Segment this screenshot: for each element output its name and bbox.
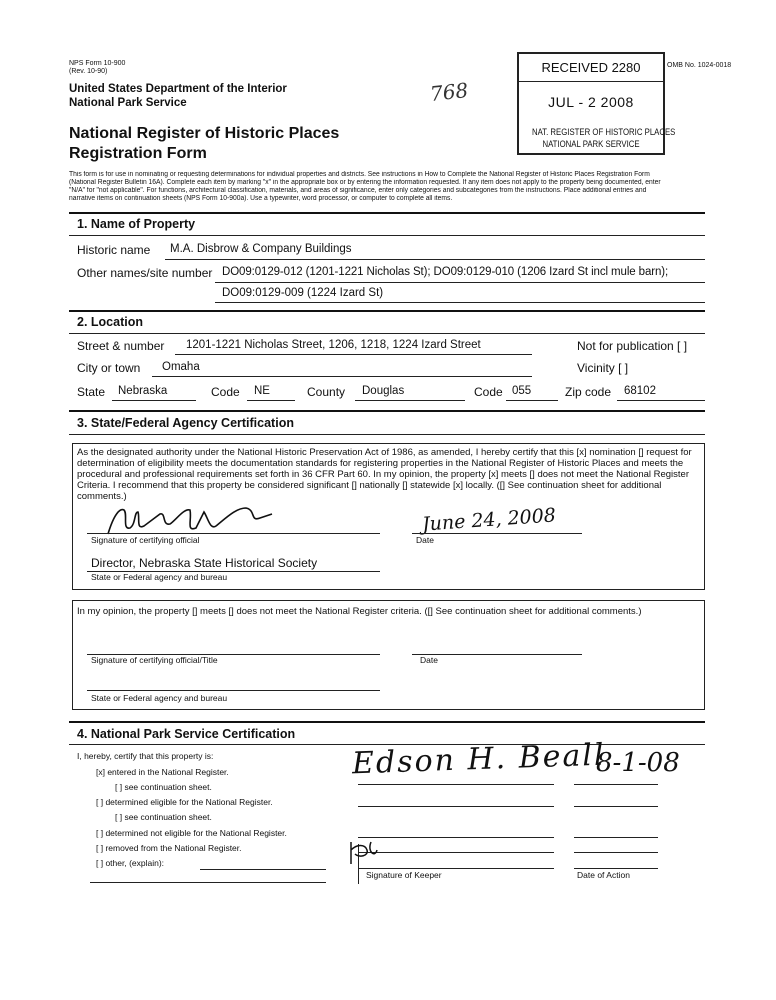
instructions-line-1: This form is for use in nominating or requesting determinations for individual properties and districts. See instructions in How to Complete the National Register of Historic Places Registration Form bbox=[69, 171, 650, 178]
action-line-2 bbox=[574, 806, 658, 807]
signature-line bbox=[87, 533, 380, 534]
status-other[interactable]: [ ] other, (explain): bbox=[96, 858, 165, 868]
section-3-rule bbox=[69, 410, 705, 412]
keeper-label: Signature of Keeper bbox=[366, 870, 442, 880]
form-subtitle: Registration Form bbox=[69, 145, 207, 162]
action-line-5 bbox=[574, 868, 658, 869]
other-explain-line bbox=[200, 869, 326, 870]
certification-line-5: comments.) bbox=[77, 491, 127, 502]
instructions-line-4: narrative items on continuation sheets (NPS Form 10-900a). Use a typewriter, word processor, or computer to complete all items. bbox=[69, 195, 453, 202]
street-value[interactable]: 1201-1221 Nicholas Street, 1206, 1218, 1224 Izard Street bbox=[186, 339, 481, 351]
not-for-publication[interactable]: Not for publication [ ] bbox=[577, 339, 688, 353]
section-2-heading: 2. Location bbox=[77, 315, 143, 329]
agency-2-label: State or Federal agency and bureau bbox=[91, 693, 228, 703]
section-1-rule bbox=[69, 212, 705, 214]
section-2-rule bbox=[69, 310, 705, 312]
initials-mark bbox=[345, 838, 379, 868]
county-code-value[interactable]: 055 bbox=[512, 385, 532, 397]
status-entered[interactable]: [x] entered in the National Register. bbox=[96, 767, 229, 777]
other-explain-line-2 bbox=[90, 882, 326, 883]
historic-name-value[interactable]: M.A. Disbrow & Company Buildings bbox=[170, 243, 352, 255]
city-value[interactable]: Omaha bbox=[162, 361, 200, 373]
keeper-line-1 bbox=[358, 784, 554, 785]
certification-line-2: determination of eligibility meets the documentation standards for registering properties in the National Register of Historic Places and meets the bbox=[77, 458, 684, 469]
instructions-line-2: (National Register Bulletin 16A). Complete each item by marking "x" in the appropriate box or by entering the information requested. If any item does not apply to the property being documented, enter bbox=[69, 179, 661, 186]
section-3-heading: 3. State/Federal Agency Certification bbox=[77, 416, 294, 430]
stamp-line-1: NAT. REGISTER OF HISTORIC PLACES bbox=[531, 127, 676, 138]
action-line-1 bbox=[574, 784, 658, 785]
section-1-heading: 1. Name of Property bbox=[77, 217, 196, 231]
date-2-label: Date bbox=[420, 655, 438, 665]
county-label: County bbox=[307, 385, 346, 399]
status-entered-continuation[interactable]: [ ] see continuation sheet. bbox=[115, 782, 212, 792]
county-code-label: Code bbox=[474, 385, 503, 399]
keeper-line-3 bbox=[358, 837, 554, 838]
zip-label: Zip code bbox=[565, 385, 612, 399]
form-revision: (Rev. 10-90) bbox=[69, 68, 108, 75]
zip-value[interactable]: 68102 bbox=[624, 385, 656, 397]
street-label: Street & number bbox=[77, 339, 165, 353]
section-2-under bbox=[69, 333, 705, 334]
other-names-line-2 bbox=[215, 302, 705, 303]
certifying-official-signature bbox=[100, 500, 280, 540]
signature-label: Signature of certifying official bbox=[91, 535, 200, 545]
agency-label: State or Federal agency and bureau bbox=[91, 572, 228, 582]
section-4-rule bbox=[69, 721, 705, 723]
street-line bbox=[175, 354, 532, 355]
status-eligible[interactable]: [ ] determined eligible for the National Register. bbox=[96, 797, 273, 807]
certification-line-1: As the designated authority under the National Historic Preservation Act of 1986, as amended, I hereby certify that this [x] nomination [] request for bbox=[77, 447, 692, 458]
other-names-line-1 bbox=[215, 282, 705, 283]
certification-date-handwritten: June 24, 2008 bbox=[421, 504, 557, 536]
action-date-label: Date of Action bbox=[577, 870, 630, 880]
certification-line-3: procedural and professional requirements set forth in 36 CFR Part 60. In my opinion, the property [x] meets [] does not meet the National Register bbox=[77, 469, 690, 480]
form-title: National Register of Historic Places bbox=[69, 125, 340, 142]
status-not-eligible[interactable]: [ ] determined not eligible for the National Register. bbox=[96, 828, 287, 838]
form-number: NPS Form 10-900 bbox=[69, 60, 126, 67]
county-line bbox=[355, 400, 465, 401]
received-stamp bbox=[517, 52, 676, 155]
nps-intro: I, hereby, certify that this property is: bbox=[77, 751, 214, 761]
vicinity[interactable]: Vicinity [ ] bbox=[577, 361, 629, 375]
status-removed[interactable]: [ ] removed from the National Register. bbox=[96, 843, 242, 853]
zip-line bbox=[617, 400, 705, 401]
agency-2-line bbox=[87, 690, 380, 691]
other-names-label: Other names/site number bbox=[77, 266, 213, 280]
other-names-value-1[interactable]: DO09:0129-012 (1201-1221 Nicholas St); DO09:0129-010 (1206 Izard St incl mule barn); bbox=[222, 266, 669, 278]
keeper-line-4 bbox=[358, 852, 554, 853]
section-1-under bbox=[69, 235, 705, 236]
keeper-signature-handwritten: Edson H. Beall bbox=[351, 737, 607, 782]
keeper-line-5 bbox=[358, 868, 554, 869]
stamp-date: JUL - 2 2008 bbox=[548, 94, 634, 110]
stamp-received: RECEIVED 2280 bbox=[541, 60, 641, 75]
historic-name-line bbox=[165, 259, 705, 260]
date-label: Date bbox=[416, 535, 434, 545]
date-line bbox=[412, 533, 582, 534]
county-value[interactable]: Douglas bbox=[362, 385, 405, 397]
state-code-label: Code bbox=[211, 385, 240, 399]
instructions-line-3: "N/A" for "not applicable". For functions, architectural classification, materials, and areas of significance, enter only categories and subcategories from the instructions. Place additional entries and bbox=[69, 187, 647, 194]
other-names-value-2[interactable]: DO09:0129-009 (1224 Izard St) bbox=[222, 287, 384, 299]
city-label: City or town bbox=[77, 361, 141, 375]
action-line-4 bbox=[574, 852, 658, 853]
county-code-line bbox=[506, 400, 558, 401]
state-code-line bbox=[247, 400, 295, 401]
omb-number: OMB No. 1024-0018 bbox=[667, 62, 732, 69]
city-line bbox=[152, 376, 532, 377]
action-line-3 bbox=[574, 837, 658, 838]
status-eligible-continuation[interactable]: [ ] see continuation sheet. bbox=[115, 812, 212, 822]
opinion-text: In my opinion, the property [] meets [] does not meet the National Register criteria. ([] See continuation sheet for additional comments.) bbox=[77, 606, 642, 617]
section-4-heading: 4. National Park Service Certification bbox=[77, 727, 296, 741]
state-label: State bbox=[77, 385, 106, 399]
historic-name-label: Historic name bbox=[77, 243, 151, 257]
service-name: National Park Service bbox=[69, 97, 187, 109]
state-line bbox=[112, 400, 196, 401]
keeper-line-2 bbox=[358, 806, 554, 807]
department-name: United States Department of the Interior bbox=[69, 83, 287, 95]
state-code-value[interactable]: NE bbox=[254, 385, 270, 397]
section-3-under bbox=[69, 434, 705, 435]
signature-2-label: Signature of certifying official/Title bbox=[91, 655, 218, 665]
state-value[interactable]: Nebraska bbox=[118, 385, 168, 397]
stamp-line-2: NATIONAL PARK SERVICE bbox=[542, 139, 640, 150]
action-date-handwritten: 8-1-08 bbox=[596, 748, 680, 778]
handwritten-reference: 768 bbox=[428, 78, 470, 106]
official-title: Director, Nebraska State Historical Society bbox=[91, 556, 318, 570]
certification-line-4: Criteria. I recommend that this property be considered significant [] nationally [] statewide [x] locally. ([] See continuation sheet for additional bbox=[77, 480, 662, 491]
